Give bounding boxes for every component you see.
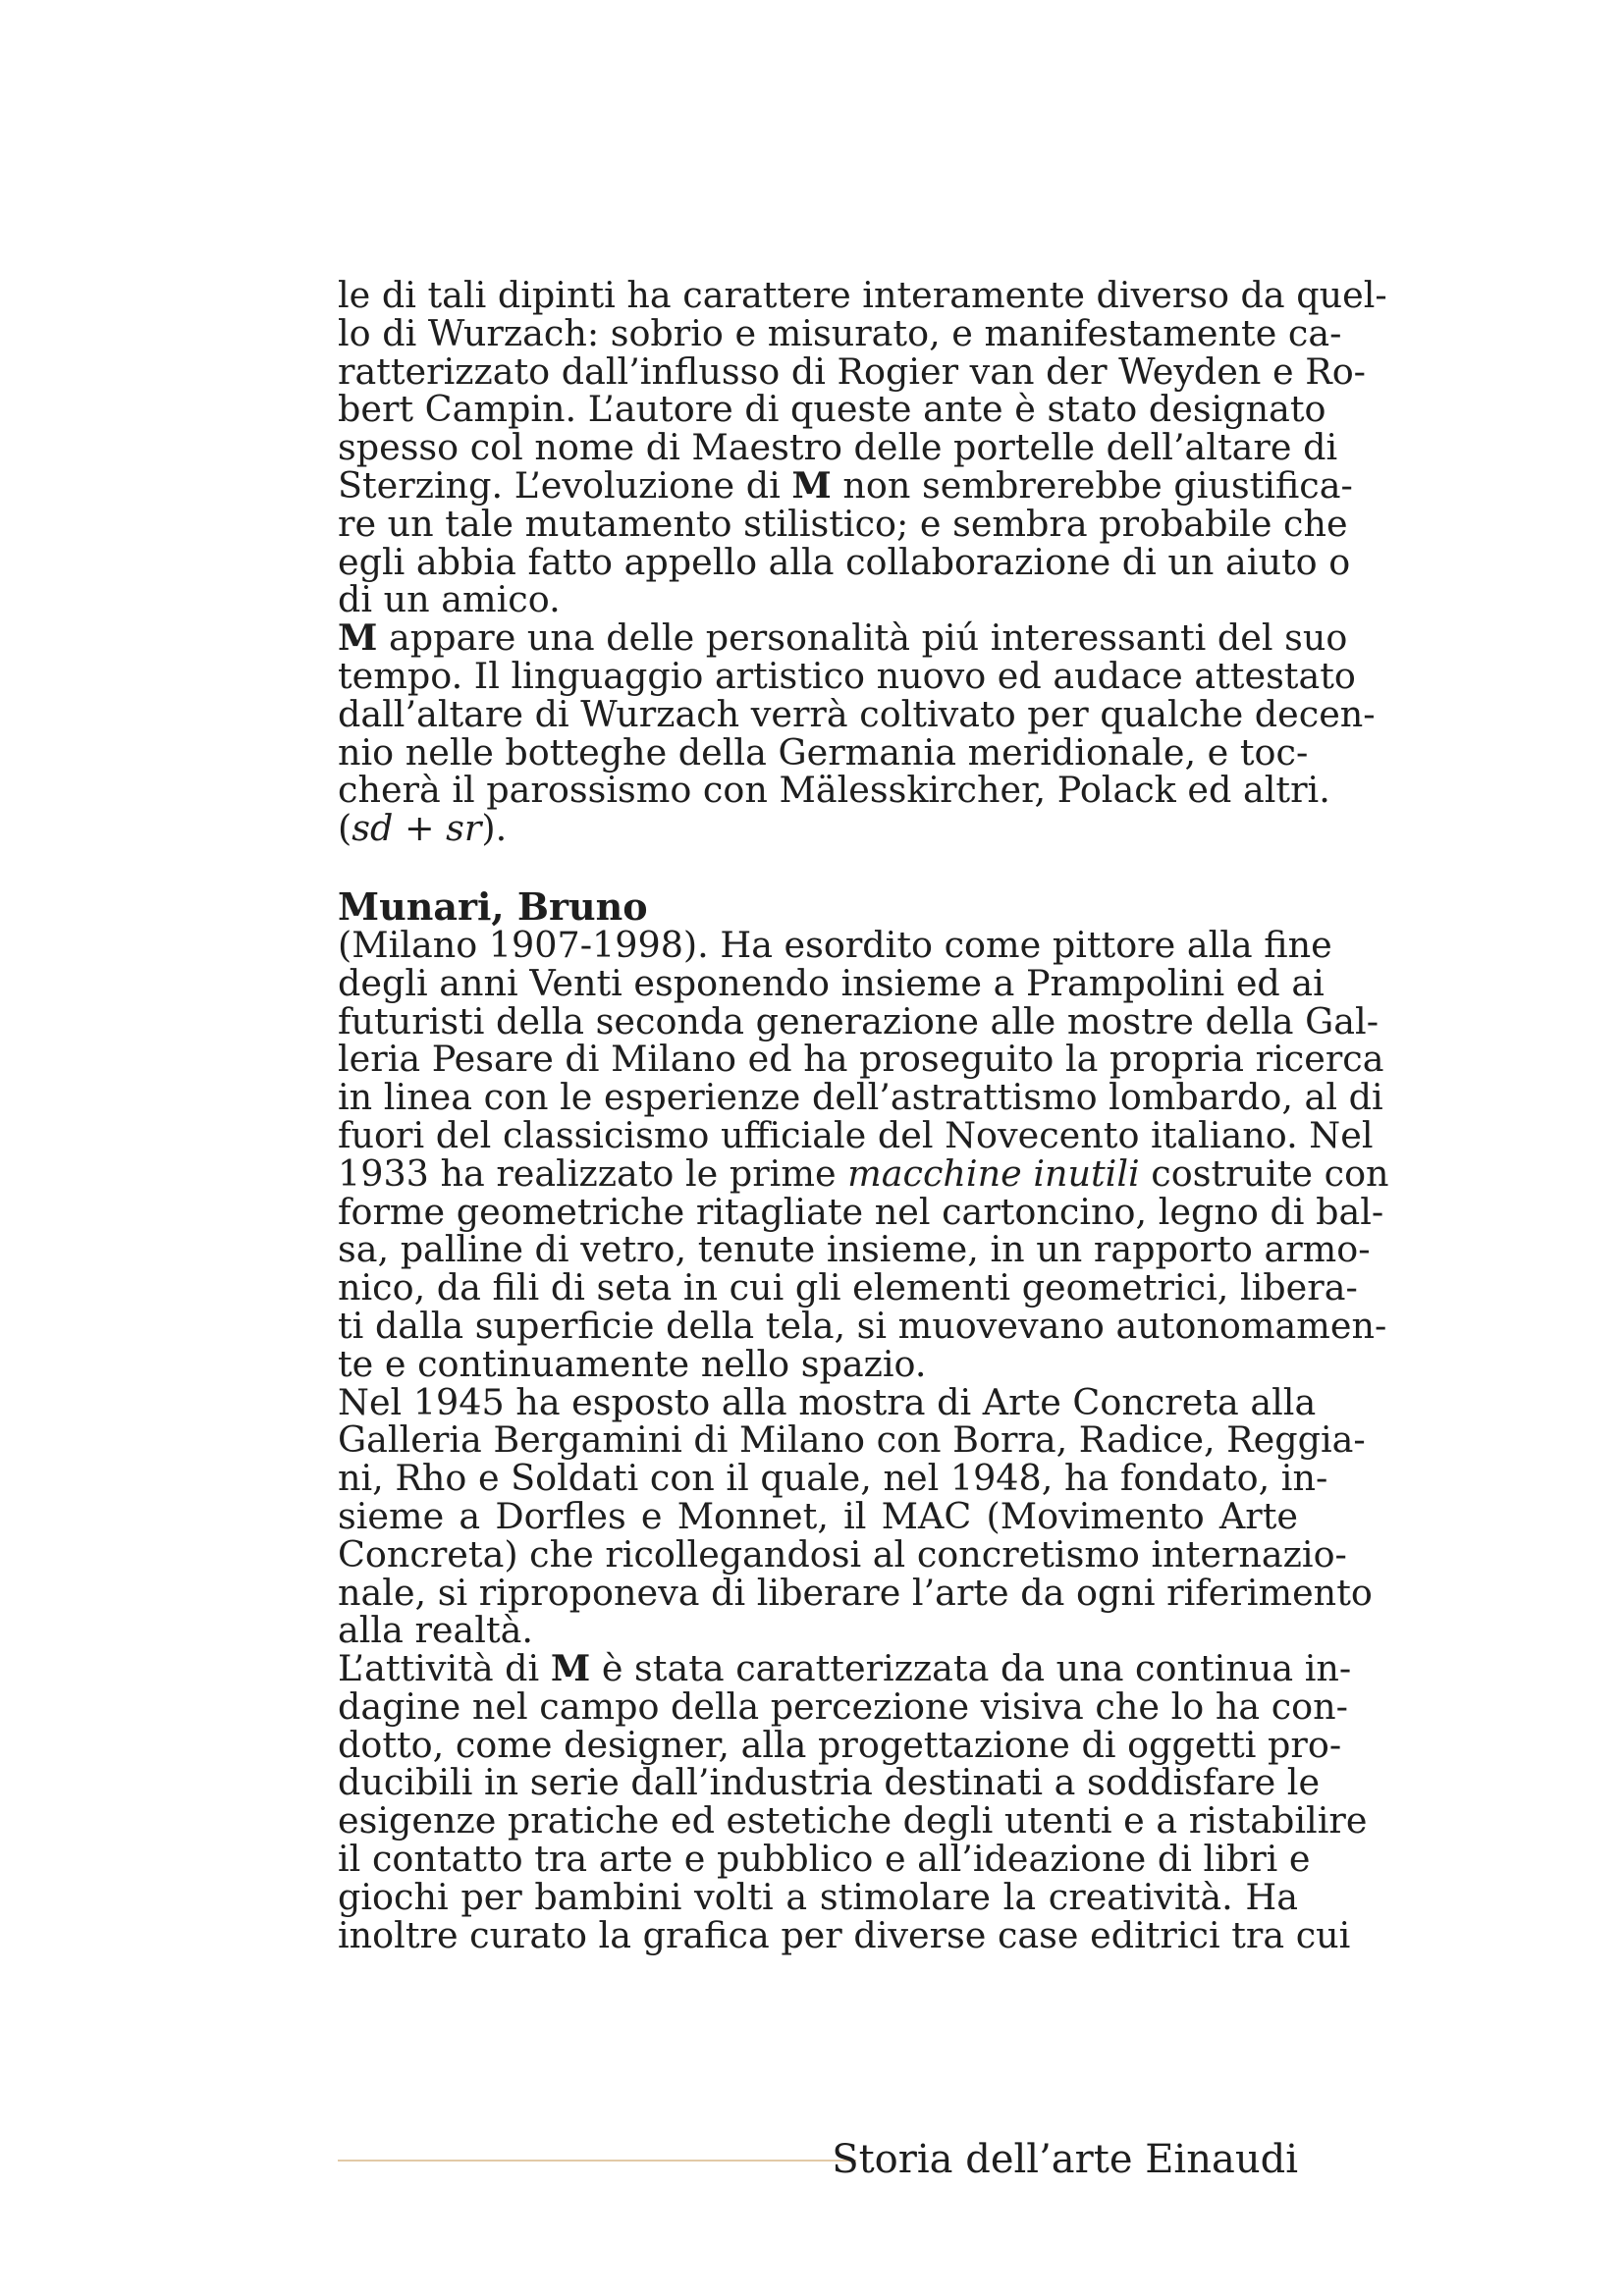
author-initials: sd + sr	[352, 807, 482, 850]
text-line: giochi per bambini volti a stimolare la creatività. Ha	[338, 1875, 1298, 1918]
text-line: ducibili in serie dall’industria destinati a soddisfare le	[338, 1761, 1321, 1804]
text-line: bert Campin. L’autore di queste ante è stato designato	[338, 388, 1326, 431]
text-line: sieme a Dorfles e Monnet, il MAC (Movimento Arte	[338, 1494, 1298, 1537]
text-line: esigenze pratiche ed estetiche degli utenti e a ristabilire	[338, 1799, 1368, 1842]
text-line: le di tali dipinti ha carattere interamente diverso da quel-	[338, 274, 1387, 316]
page-body	[338, 274, 1389, 1956]
text-line	[338, 1647, 1352, 1690]
entry-marker: M	[791, 463, 832, 507]
text-line: in linea con le esperienze dell’astrattismo lombardo, al di	[338, 1076, 1383, 1119]
entry-marker: M	[550, 1647, 591, 1690]
text-line: alla realtà.	[338, 1609, 533, 1652]
paragraph-5	[338, 1647, 1368, 1956]
text-line: egli abbia fatto appello alla collaborazione di un aiuto o	[338, 540, 1351, 583]
text-fragment: è stata caratterizzata da una continua in-	[590, 1647, 1352, 1690]
text-line	[338, 616, 1348, 660]
entry-heading: Munari, Bruno	[338, 883, 648, 929]
text-line: tempo. Il linguaggio artistico nuovo ed audace attestato	[338, 654, 1356, 697]
text-fragment: (	[338, 807, 352, 850]
text-line: dotto, come designer, alla progettazione di oggetti pro-	[338, 1723, 1342, 1766]
paragraph-1	[338, 274, 1387, 621]
text-fragment: Sterzing. L’evoluzione di	[338, 463, 792, 507]
text-line: leria Pesare di Milano ed ha proseguito la propria ricerca	[338, 1038, 1384, 1081]
text-line: lo di Wurzach: sobrio e misurato, e manifestamente ca-	[338, 311, 1342, 354]
entry-marker: M	[338, 616, 378, 660]
text-line: cherà il parossismo con Mälesskircher, Polack ed altri.	[338, 769, 1330, 812]
text-fragment: L’attività di	[338, 1647, 551, 1690]
text-line: ni, Rho e Soldati con il quale, nel 1948, ha fondato, in-	[338, 1457, 1328, 1500]
text-line: nico, da fili di seta in cui gli elementi geometrici, libera-	[338, 1266, 1358, 1309]
text-fragment: appare una delle personalità piú interessanti del suo	[377, 616, 1348, 660]
text-line: degli anni Venti esponendo insieme a Prampolini ed ai	[338, 961, 1325, 1004]
text-line: Nel 1945 ha esposto alla mostra di Arte Concreta alla	[338, 1380, 1317, 1423]
paragraph-4	[338, 1380, 1373, 1652]
text-line: te e continuamente nello spazio.	[338, 1342, 927, 1385]
text-line: ratterizzato dall’influsso di Rogier van der Weyden e Ro-	[338, 349, 1367, 393]
paragraph-2	[338, 616, 1376, 850]
text-line: forme geometriche ritagliate nel cartoncino, legno di bal-	[338, 1190, 1384, 1233]
text-line: il contatto tra arte e pubblico e all’ideazione di libri e	[338, 1838, 1311, 1881]
text-fragment: 1933 ha realizzato le prime	[338, 1151, 848, 1195]
work-title: macchine inutili	[847, 1151, 1140, 1195]
text-line: sa, palline di vetro, tenute insieme, in un rapporto armo-	[338, 1228, 1371, 1271]
paragraph-3	[338, 923, 1389, 1385]
footer-title: Storia dell’arte Einaudi	[832, 2137, 1298, 2182]
text-line: nale, si riproponeva di liberare l’arte da ogni riferimento	[338, 1571, 1373, 1614]
text-line: nio nelle botteghe della Germania meridionale, e toc-	[338, 730, 1309, 774]
text-line: ti dalla superficie della tela, si muovevano autonomamen-	[338, 1304, 1387, 1347]
text-fragment: ).	[481, 807, 508, 850]
text-line: di un amico.	[338, 578, 561, 621]
footer-rule	[338, 2160, 856, 2162]
author-credit	[338, 807, 1298, 850]
text-line: inoltre curato la grafica per diverse case editrici tra cui	[338, 1913, 1351, 1956]
text-line: Concreta) che ricollegandosi al concretismo internazio-	[338, 1532, 1347, 1575]
text-line	[338, 1151, 1389, 1195]
text-line: fuori del classicismo ufficiale del Novecento italiano. Nel	[338, 1113, 1374, 1156]
text-line: dagine nel campo della percezione visiva che lo ha con-	[338, 1684, 1348, 1728]
page-footer	[338, 2136, 1298, 2183]
text-line: dall’altare di Wurzach verrà coltivato per qualche decen-	[338, 692, 1376, 735]
text-line: spesso col nome di Maestro delle portelle dell’altare di	[338, 426, 1338, 469]
text-line	[338, 463, 1353, 507]
text-line: Galleria Bergamini di Milano con Borra, Radice, Reggia-	[338, 1418, 1366, 1462]
text-line: re un tale mutamento stilistico; e sembra probabile che	[338, 502, 1348, 545]
text-line: (Milano 1907-1998). Ha esordito come pittore alla fine	[338, 923, 1332, 966]
text-line: futuristi della seconda generazione alle mostre della Gal-	[338, 999, 1380, 1042]
text-fragment: costruite con	[1139, 1151, 1389, 1195]
text-fragment: non sembrerebbe giustifica-	[831, 463, 1353, 507]
